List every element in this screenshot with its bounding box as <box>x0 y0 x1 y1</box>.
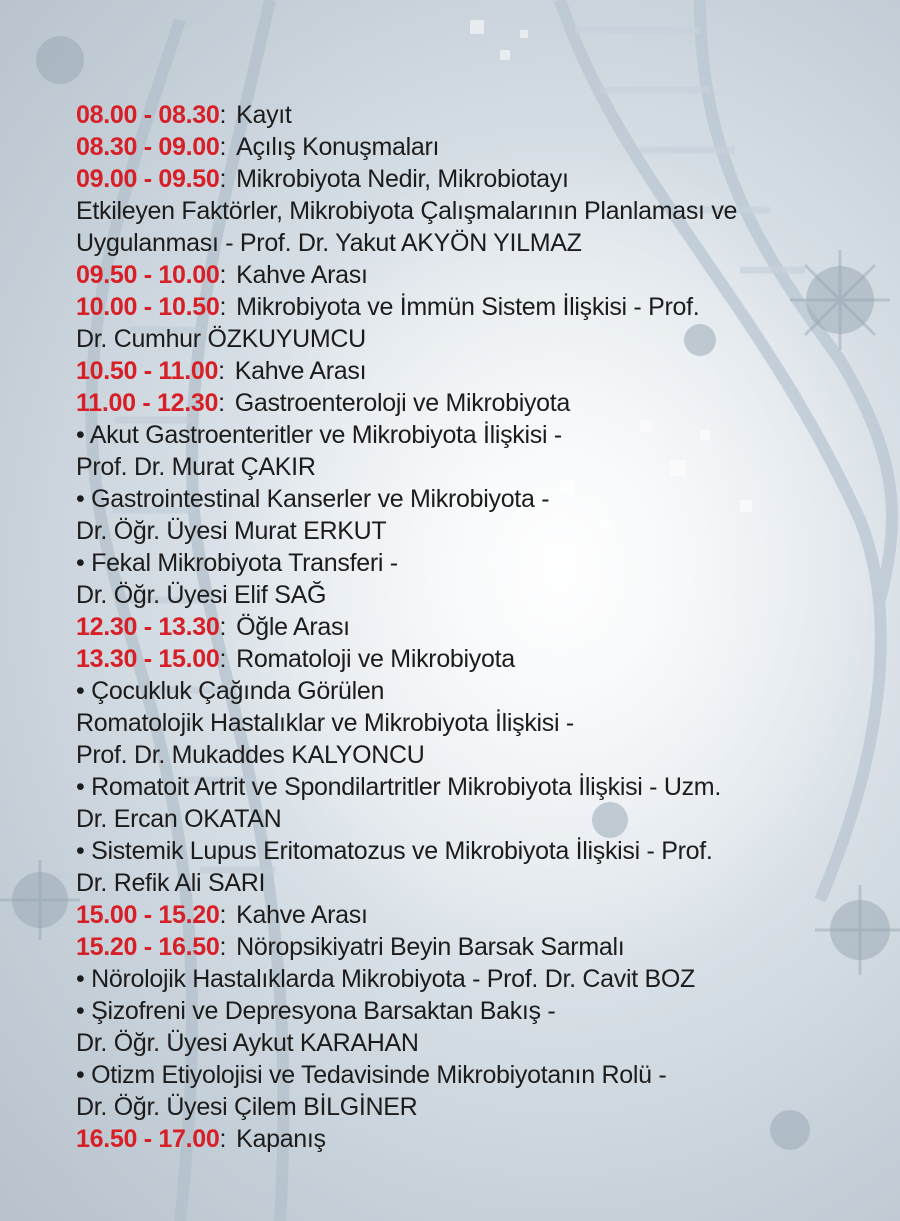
slot-text: Prof. Dr. Murat ÇAKIR <box>76 453 316 481</box>
schedule-slot <box>76 259 876 291</box>
schedule-line <box>76 739 876 771</box>
slot-colon: : <box>218 357 225 385</box>
slot-text: Kapanış <box>236 1125 326 1153</box>
schedule-line <box>76 323 876 355</box>
schedule-slot <box>76 163 876 195</box>
schedule-line <box>76 547 876 579</box>
slot-text: Mikrobiyota ve İmmün Sistem İlişkisi - Prof. <box>236 293 700 321</box>
slot-text: Dr. Refik Ali SARI <box>76 869 266 897</box>
schedule-line <box>76 707 876 739</box>
slot-colon: : <box>219 261 227 289</box>
slot-time: 09.00 - 09.50 <box>76 165 220 193</box>
slot-time: 08.00 - 08.30 <box>76 101 220 129</box>
program-schedule <box>76 99 876 1155</box>
schedule-line <box>76 451 876 483</box>
slot-text: Mikrobiyota Nedir, Mikrobiotayı <box>236 165 569 193</box>
slot-text: Dr. Öğr. Üyesi Elif SAĞ <box>76 581 327 609</box>
slot-text: • Otizm Etiyolojisi ve Tedavisinde Mikrobiyotanın Rolü - <box>76 1061 667 1089</box>
schedule-line <box>76 579 876 611</box>
slot-text: Uygulanması - Prof. Dr. Yakut AKYÖN YILMAZ <box>76 229 582 257</box>
schedule-slot <box>76 643 876 675</box>
schedule-line <box>76 835 876 867</box>
slot-text: • Fekal Mikrobiyota Transferi - <box>76 549 398 577</box>
slot-time: 13.30 - 15.00 <box>76 645 220 673</box>
slot-text: Nöropsikiyatri Beyin Barsak Sarmalı <box>236 933 625 961</box>
slot-text: Romatoloji ve Mikrobiyota <box>236 645 515 673</box>
schedule-line <box>76 675 876 707</box>
slot-text: Prof. Dr. Mukaddes KALYONCU <box>76 741 425 769</box>
slot-time: 12.30 - 13.30 <box>76 613 220 641</box>
schedule-line <box>76 195 876 227</box>
slot-text: Dr. Öğr. Üyesi Murat ERKUT <box>76 517 387 545</box>
schedule-line <box>76 771 876 803</box>
slot-time: 15.20 - 16.50 <box>76 933 220 961</box>
slot-colon: : <box>219 933 227 961</box>
slot-text: Kahve Arası <box>234 357 367 385</box>
schedule-slot <box>76 931 876 963</box>
slot-time: 15.00 - 15.20 <box>76 901 220 929</box>
slot-colon: : <box>219 901 227 929</box>
schedule-slot <box>76 99 876 131</box>
slot-text: • Çocukluk Çağında Görülen <box>76 677 385 705</box>
slot-text: Dr. Öğr. Üyesi Çilem BİLGİNER <box>76 1093 418 1121</box>
slot-time: 09.50 - 10.00 <box>76 261 220 289</box>
slot-colon: : <box>219 293 227 321</box>
slot-text: Romatolojik Hastalıklar ve Mikrobiyota İlişkisi - <box>76 709 574 737</box>
schedule-line <box>76 1059 876 1091</box>
schedule-line <box>76 867 876 899</box>
slot-colon: : <box>219 133 227 161</box>
schedule-line <box>76 483 876 515</box>
schedule-slot <box>76 1123 876 1155</box>
slot-text: • Gastrointestinal Kanserler ve Mikrobiyota - <box>76 485 550 513</box>
slot-time: 10.00 - 10.50 <box>76 293 220 321</box>
slot-text: • Nörolojik Hastalıklarda Mikrobiyota - Prof. Dr. Cavit BOZ <box>76 965 696 993</box>
slot-colon: : <box>219 165 227 193</box>
schedule-line <box>76 1091 876 1123</box>
slot-text: • Şizofreni ve Depresyona Barsaktan Bakış - <box>76 997 556 1025</box>
schedule-line <box>76 1027 876 1059</box>
schedule-line <box>76 227 876 259</box>
schedule-slot <box>76 355 876 387</box>
slot-time: 16.50 - 17.00 <box>76 1125 220 1153</box>
slot-text: Gastroenteroloji ve Mikrobiyota <box>234 389 571 417</box>
slot-text: Dr. Cumhur ÖZKUYUMCU <box>76 325 366 353</box>
slot-text: • Romatoit Artrit ve Spondilartritler Mikrobiyota İlişkisi - Uzm. <box>76 773 721 801</box>
slot-text: Açılış Konuşmaları <box>236 133 440 161</box>
slot-text: • Akut Gastroenteritler ve Mikrobiyota İlişkisi - <box>76 421 562 449</box>
slot-text: Dr. Öğr. Üyesi Aykut KARAHAN <box>76 1029 419 1057</box>
slot-text: Öğle Arası <box>236 613 350 641</box>
schedule-slot <box>76 899 876 931</box>
schedule-slot <box>76 611 876 643</box>
slot-text: Dr. Ercan OKATAN <box>76 805 282 833</box>
schedule-slot <box>76 387 876 419</box>
slot-colon: : <box>219 101 227 129</box>
schedule-line <box>76 515 876 547</box>
slot-colon: : <box>219 645 227 673</box>
slot-text: Kayıt <box>236 101 292 129</box>
schedule-line <box>76 963 876 995</box>
schedule-line <box>76 995 876 1027</box>
slot-time: 08.30 - 09.00 <box>76 133 220 161</box>
slot-time: 11.00 - 12.30 <box>76 389 219 417</box>
schedule-line <box>76 419 876 451</box>
slot-colon: : <box>219 1125 227 1153</box>
slot-time: 10.50 - 11.00 <box>76 357 219 385</box>
slot-text: Etkileyen Faktörler, Mikrobiyota Çalışmalarının Planlaması ve <box>76 197 738 225</box>
slot-colon: : <box>219 613 227 641</box>
slot-text: Kahve Arası <box>236 901 368 929</box>
schedule-slot <box>76 131 876 163</box>
slot-text: • Sistemik Lupus Eritomatozus ve Mikrobiyota İlişkisi - Prof. <box>76 837 713 865</box>
schedule-slot <box>76 291 876 323</box>
slot-text: Kahve Arası <box>236 261 368 289</box>
schedule-line <box>76 803 876 835</box>
slot-colon: : <box>218 389 225 417</box>
